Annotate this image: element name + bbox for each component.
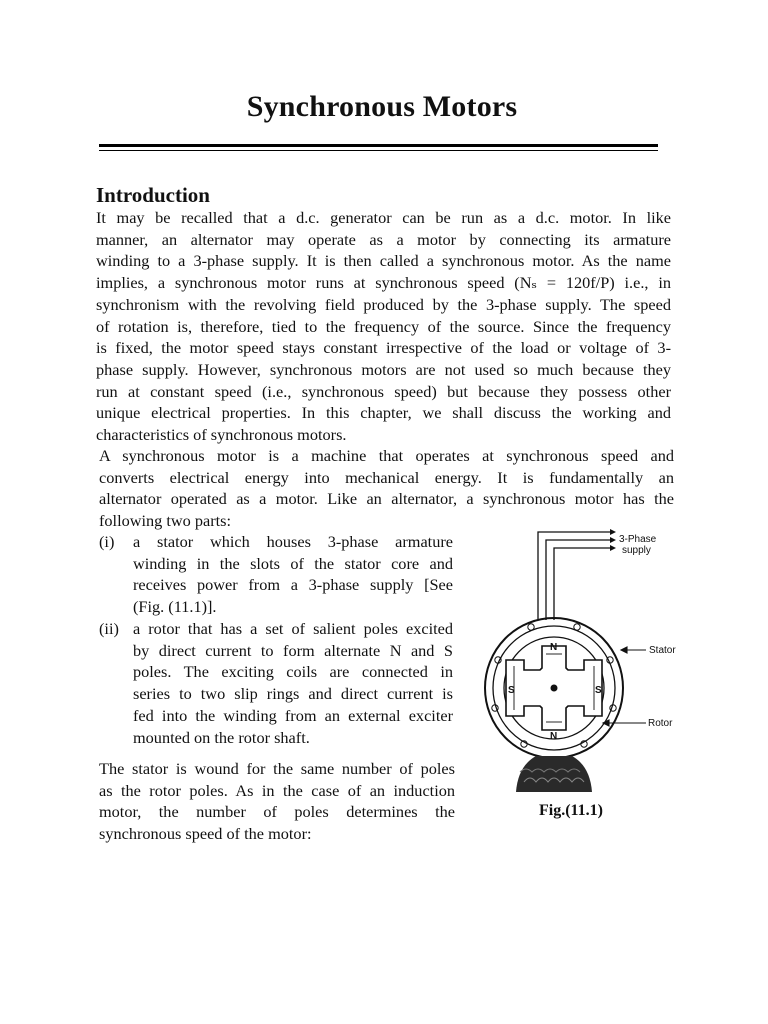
title-rule-thick xyxy=(99,144,658,147)
rotor-pointer xyxy=(603,720,646,726)
list-number: (i) xyxy=(99,532,115,551)
list-item-line: winding in the slots of the stator core and xyxy=(133,553,453,573)
title-rule-thin xyxy=(99,150,658,151)
rotor-label: Rotor xyxy=(648,718,673,729)
poles-paragraph xyxy=(99,758,455,845)
supply-label-line1: 3-Phase xyxy=(619,534,657,545)
pole-label-right: S xyxy=(595,685,602,696)
list-item-line: a stator which houses 3-phase armature xyxy=(133,532,453,551)
list-item-line: a rotor that has a set of salient poles excited xyxy=(133,619,453,638)
intro-paragraph xyxy=(96,207,671,446)
paragraph-line: is fixed, the motor speed stays constant irrespective of the load or voltage of 3- xyxy=(96,338,671,358)
supply-label-line2: supply xyxy=(622,545,651,556)
paragraph-line: synchronous speed of the motor: xyxy=(99,824,312,844)
page-title: Synchronous Motors xyxy=(246,90,518,123)
list-number: (ii) xyxy=(99,619,119,638)
motor-base xyxy=(516,756,592,792)
paragraph-line: following two parts: xyxy=(99,511,232,531)
paragraph-line: characteristics of synchronous motors. xyxy=(96,425,347,445)
stator-label: Stator xyxy=(649,645,676,656)
paragraph-line: unique electrical properties. In this chapter, we shall discuss the working and xyxy=(96,403,671,423)
pole-label-bottom: N xyxy=(550,731,558,742)
list-item-text xyxy=(133,618,453,748)
paragraph-line: implies, a synchronous motor runs at synchronous speed (Nₛ = 120f/P) i.e., in xyxy=(96,273,671,293)
paragraph-line: phase supply. However, synchronous motors are not used so much because they xyxy=(96,359,671,379)
paragraph-line: The stator is wound for the same number of poles xyxy=(99,759,455,778)
figure-caption: Fig.(11.1) xyxy=(539,802,603,819)
paragraph-line: winding to a 3-phase supply. It is then called a synchronous motor. As the name xyxy=(96,251,671,271)
pole-label-top: N xyxy=(550,642,558,653)
definition-paragraph xyxy=(99,445,674,532)
paragraph-line: A synchronous motor is a machine that operates at synchronous speed and xyxy=(99,446,674,465)
motor-diagram xyxy=(480,520,680,792)
stator-pointer xyxy=(621,647,646,653)
list-item-line: fed into the winding from an external exciter xyxy=(133,705,453,725)
list-item-line: series to two slip rings and direct current is xyxy=(133,684,453,704)
paragraph-line: alternator operated as a motor. Like an alternator, a synchronous motor has the xyxy=(99,489,674,509)
list-item-line: receives power from a 3-phase supply [See xyxy=(133,575,453,595)
synchronous-motor-figure xyxy=(480,520,680,792)
rotor-shaft-dot xyxy=(551,685,558,692)
paragraph-line: manner, an alternator may operate as a motor by connecting its armature xyxy=(96,229,671,249)
list-item-line: poles. The exciting coils are connected in xyxy=(133,662,453,682)
pole-label-left: S xyxy=(508,685,515,696)
list-item-text xyxy=(133,531,453,618)
paragraph-line: converts electrical energy into mechanical energy. It is fundamentally an xyxy=(99,467,674,487)
supply-arrows xyxy=(610,529,616,551)
supply-leads xyxy=(538,532,610,620)
section-heading: Introduction xyxy=(96,183,210,207)
list-item-line: (Fig. (11.1)]. xyxy=(133,597,217,617)
paragraph-line: synchronism with the revolving field produced by the 3-phase supply. The speed xyxy=(96,294,671,314)
paragraph-line: motor, the number of poles determines the xyxy=(99,802,455,822)
list-item-line: by direct current to form alternate N and S xyxy=(133,640,453,660)
paragraph-line: run at constant speed (i.e., synchronous speed) but because they possess other xyxy=(96,381,671,401)
paragraph-line: as the rotor poles. As in the case of an induction xyxy=(99,780,455,800)
list-item-line: mounted on the rotor shaft. xyxy=(133,727,310,747)
paragraph-line: It may be recalled that a d.c. generator can be run as a d.c. motor. In like xyxy=(96,208,671,227)
paragraph-line: of rotation is, therefore, tied to the frequency of the source. Since the frequency xyxy=(96,316,671,336)
